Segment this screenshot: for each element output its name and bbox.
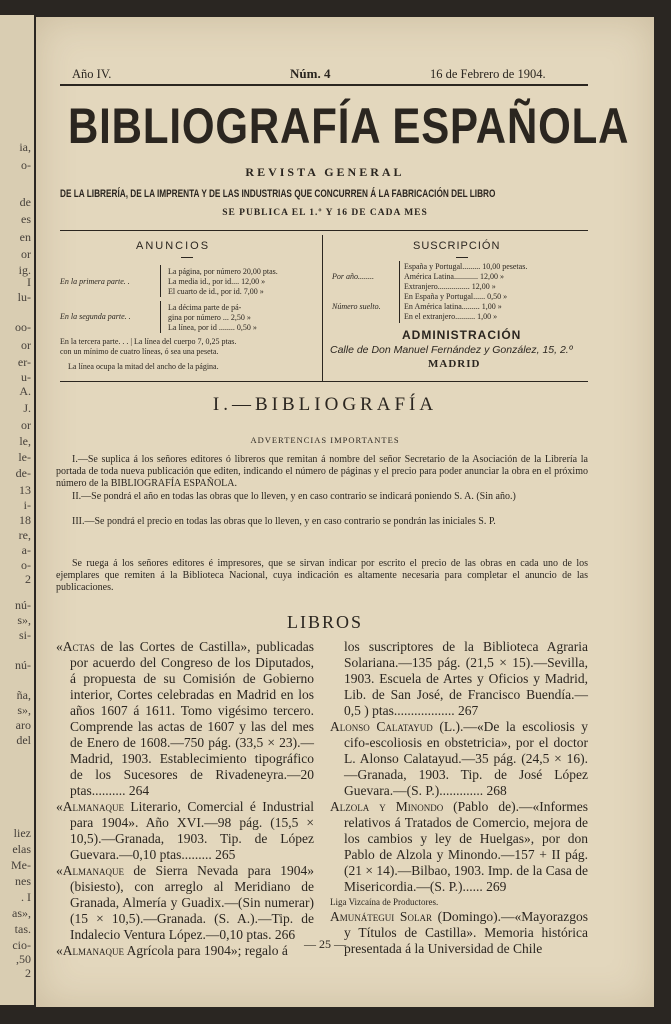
facing-page-fragment: s»,: [17, 613, 31, 627]
facing-page-fragment: ig.: [18, 263, 31, 277]
facing-page-fragment: liez: [13, 826, 31, 840]
segunda-lines: [168, 303, 257, 333]
libro-entry: Alonso Calatayud (L.).—«De la escoliosis y cifo-escoliosis en obstetricia», por el doctor L. Alonso Calatayud.—35 pág. (24,5 × 16).—Granada, 1903. Tip. de José López Guevara.—(S. P.)............. 268: [330, 719, 589, 798]
numero-suelto-lines: [404, 292, 507, 322]
libros-right-column: [330, 639, 588, 957]
facing-page-fragment: or: [21, 418, 31, 432]
header-rule: [60, 84, 588, 86]
libros-left-column: [56, 639, 314, 959]
newspaper-page: [36, 17, 654, 1007]
libro-entry: Alzola y Minondo (Pablo de).—«Informes relativos á Tratados de Comercio, mejora de los cambios y ley de Huelgas», por don Pablo de Alzola y Minondo.—157 + II pág. (21 × 14).—Bilbao, 1903. Imp. de la Casa de Misericordia.—(S. P.)...... 269: [330, 799, 588, 894]
facing-page-fragment: 13: [19, 483, 31, 497]
issue-date: 16 de Febrero de 1904.: [430, 67, 546, 81]
facing-page-fragment: o-: [21, 558, 31, 572]
facing-page-fragment: as»,: [12, 906, 31, 920]
facing-page-fragment: ia,: [19, 140, 31, 154]
libro-entry: «Almanaque de Sierra Nevada para 1904» (bisiesto), con arreglo al Meridiano de Granada, Almería y Guadix.—(Sin numerar) (15 × 10,5).—Granada. (S. A.).—Tip. de Indalecio Ventura López.—0,10 ptas. 266: [56, 863, 314, 942]
administracion-address: Calle de Don Manuel Fernández y González, 15, 2.º: [330, 344, 573, 356]
anuncio-line: La décima parte de pá-: [168, 303, 242, 312]
libro-entry: «Almanaque Agrícola para 1904»; regalo á: [56, 943, 288, 958]
suscripcion-line: España y Portugal......... 10,00 pesetas.: [404, 262, 528, 271]
facing-page-fragment: er-: [17, 355, 31, 369]
anuncio-line: La media id., por id.... 12,00 »: [168, 277, 266, 286]
facing-page-fragment: or: [21, 247, 31, 261]
suscripcion-line: En América latina......... 1,00 »: [404, 302, 502, 311]
numero-suelto-label: Número suelto.: [332, 302, 381, 311]
administracion-city: MADRID: [428, 358, 481, 370]
administracion-heading: ADMINISTRACIÓN: [402, 328, 522, 342]
facing-page-fragment: o-: [21, 158, 31, 172]
facing-page-fragment: nes: [15, 874, 31, 888]
facing-page-fragment: Me-: [11, 858, 31, 872]
facing-page-fragment: 2: [25, 572, 31, 586]
facing-page-fragment: u-: [21, 370, 31, 384]
anuncios-heading: ANUNCIOS: [136, 240, 211, 252]
suscripcion-dash: [456, 257, 468, 258]
por-ano-lines: [404, 262, 527, 292]
anuncio-line: La página, por número 20,00 ptas.: [168, 267, 278, 276]
suscripcion-heading: SUSCRIPCIÓN: [413, 240, 501, 252]
facing-page-fragment: lu-: [17, 290, 31, 304]
primera-lines: [168, 267, 278, 297]
facing-page-fragment: oo-: [15, 320, 31, 334]
advertencias-heading: ADVERTENCIAS IMPORTANTES: [250, 435, 400, 445]
ruego-paragraph: Se ruega á los señores editores é impresores, que se sirvan indicar por escrito el precio de las obras en cada uno de los ejemplares que remiten á la Biblioteca Nacional, cuya indicación es altamente necesaria para completar el anuncio de las publicaciones.: [56, 558, 588, 593]
facing-page-fragment: de-: [15, 466, 31, 480]
libros-heading: LIBROS: [286, 612, 363, 632]
anuncios-dash: [181, 257, 193, 258]
facing-page-fragment: si-: [19, 628, 31, 642]
facing-page-fragment: nú-: [15, 598, 31, 612]
facing-page-fragment: es: [21, 212, 31, 226]
facing-page-fragment: 18: [19, 513, 31, 527]
masthead-tagline: DE LA LIBRERÍA, DE LA IMPRENTA Y DE LAS INDUSTRIAS QUE CONCURREN Á LA FABRICACIÓN DEL LIBRO: [60, 188, 496, 200]
primera-brace: [160, 265, 165, 297]
facing-page-fragment: J.: [23, 401, 31, 415]
facing-page-fragment: s»,: [17, 703, 31, 717]
libro-entry-note: Liga Vizcaína de Productores.: [330, 897, 439, 907]
facing-page-fragment: A.: [19, 384, 31, 398]
suscripcion-line: En el extranjero.......... 1,00 »: [404, 312, 498, 321]
advertencia-1: I.—Se suplica á los señores editores ó libreros que remitan á nombre del señor Secretario de la Asociación de la Librería la portada de toda nueva publicación que editen, indicando el número de páginas y el precio para poder anunciar la obra en el próximo número de la BIBLIOGRAFÍA ESPAÑOLA.: [56, 454, 588, 489]
facing-page-fragment: en: [19, 230, 31, 244]
primera-parte-label: En la primera parte. .: [60, 277, 130, 286]
facing-page-fragment: tas.: [14, 922, 31, 936]
anuncios-note: La línea ocupa la mitad del ancho de la página.: [68, 362, 219, 371]
page-number: — 25 —: [304, 937, 346, 951]
facing-page-fragment: le,: [19, 434, 31, 448]
facing-page-fragment: aro: [15, 718, 31, 732]
facing-page-fragment: i-: [23, 498, 31, 512]
facing-page-fragment: de: [19, 195, 31, 209]
facing-page-fragment: 2: [25, 966, 31, 980]
suscripcion-line: Extranjero................ 12,00 »: [404, 282, 496, 291]
facing-page-fragment: elas: [12, 842, 31, 856]
masthead-title: BIBLIOGRAFÍA ESPAÑOLA: [68, 98, 630, 154]
tercera-parte-line: En la tercera parte. . . | La línea del cuerpo 7, 0,25 ptas.: [60, 337, 237, 346]
box-bottom-rule: [60, 381, 588, 382]
libro-entry-continued: los suscriptores de la Biblioteca Agraria Solariana.—135 pág. (21,5 × 15).—Sevilla, 1903. Escuela de Artes y Oficios y Madrid, Lib. de San José, de Francisco Buendía.—0,5 ) ptas.................. 267: [344, 639, 588, 718]
anuncio-line: gina por número ... 2,50 »: [168, 313, 251, 322]
facing-page-fragment: ,50: [16, 952, 31, 966]
advertencia-2: II.—Se pondrá el año en todas las obras que lo lleven, y en caso contrario se indicará poniendo S. A. (Sin año.): [72, 491, 516, 502]
facing-page-fragment: cio-: [12, 938, 31, 952]
por-ano-label: Por año........: [332, 272, 374, 281]
facing-page-fragment: or: [21, 338, 31, 352]
facing-page-edge: [0, 15, 34, 1005]
advertencia-3: III.—Se pondrá el precio en todas las obras que lo lleven, y en caso contrario se pondrán las iniciales S. P.: [72, 516, 496, 527]
masthead-rule: [60, 230, 588, 231]
facing-page-fragment: I: [27, 275, 31, 289]
issue-number: Núm. 4: [290, 66, 331, 81]
suscripcion-line: En España y Portugal...... 0,50 »: [404, 292, 508, 301]
segunda-brace: [160, 301, 165, 333]
anuncio-line: El cuarto de id., por id. 7,00 »: [168, 287, 264, 296]
column-divider: [322, 235, 323, 381]
facing-page-fragment: del: [16, 733, 31, 747]
masthead-subtitle: REVISTA GENERAL: [245, 165, 405, 179]
segunda-parte-label: En la segunda parte. .: [60, 312, 131, 321]
facing-page-fragment: . I: [21, 890, 31, 904]
publication-schedule: SE PUBLICA EL 1.º Y 16 DE CADA MES: [222, 208, 428, 218]
libro-entry: «Actas de las Cortes de Castilla», publicadas por acuerdo del Congreso de los Diputados, á propuesta de su Comisión de Gobierno interior, Cortes celebradas en Madrid en los años 1607 á 1611. Tomo vigésimo tercero. Comprende las actas de 1607 y las del mes de Enero de 1608.—750 pág. (33,5 × 23).—Madrid, 1903. Establecimiento tipográfico de los Sucesores de Rivadeneyra.—20 ptas.......... 264: [56, 639, 314, 798]
section-title: I.—BIBLIOGRAFÍA: [212, 394, 438, 415]
suscripcion-line: América Latina............ 12,00 »: [404, 272, 504, 281]
anuncio-line: La línea, por id ........ 0,50 »: [168, 323, 257, 332]
issue-year: Año IV.: [72, 67, 112, 81]
libro-entry: Amunátegui Solar (Domingo).—«Mayorazgos y Títulos de Castilla». Memoria histórica presentada á la Universidad de Chile: [330, 909, 588, 956]
facing-page-fragment: re,: [18, 528, 31, 542]
libro-entry: «Almanaque Literario, Comercial é Industrial para 1904». Año XVI.—98 pág. (15,5 × 10,5).—Granada, 1903. Tip. de López Guevara.—0,10 ptas......... 265: [56, 799, 314, 862]
facing-page-fragment: a-: [21, 543, 31, 557]
facing-page-fragment: nú-: [15, 658, 31, 672]
tercera-parte-minimum: con un mínimo de cuatro líneas, ó sea una peseta.: [60, 347, 219, 356]
facing-page-fragment: le-: [18, 450, 31, 464]
facing-page-fragment: ña,: [16, 688, 31, 702]
